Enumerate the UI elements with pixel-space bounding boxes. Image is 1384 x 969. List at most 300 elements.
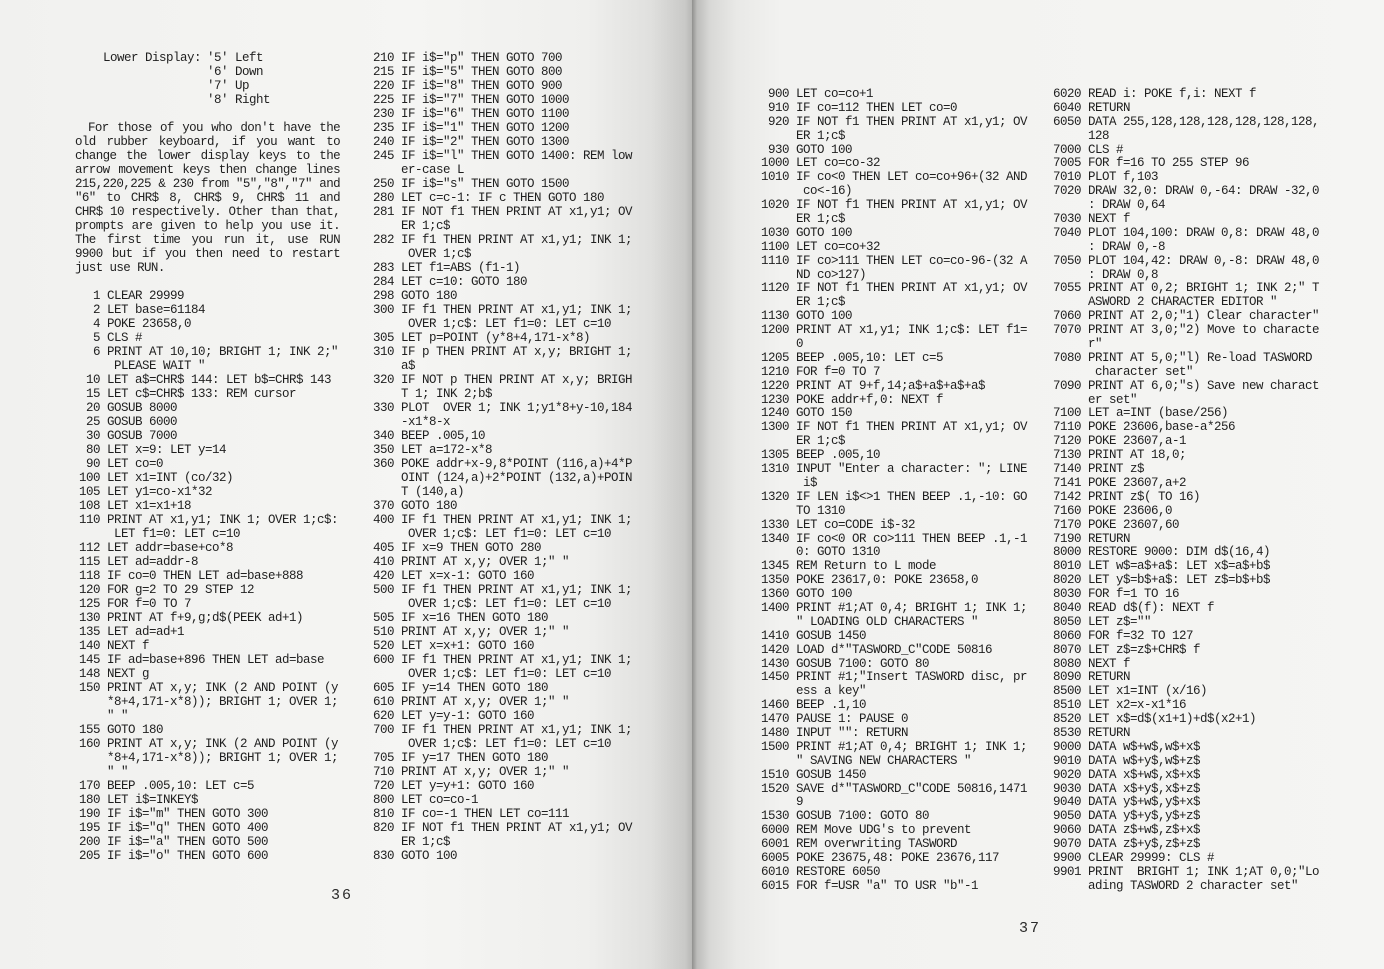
line-code: " " (107, 709, 129, 723)
line-code: REM overwriting TASWORD (796, 837, 958, 852)
listing-line (1053, 449, 1319, 463)
line-code: INPUT "Enter a character: "; LINE (796, 462, 1028, 477)
line-number: 298 (373, 289, 395, 303)
line-number: 235 (373, 121, 395, 135)
listing-line (79, 569, 338, 583)
listing-line (761, 880, 1027, 894)
key-right: '8' Right (207, 93, 271, 107)
line-number: 9050 (1053, 809, 1082, 824)
line-number: 1450 (761, 670, 790, 685)
listing-line (79, 737, 338, 751)
listing-line (1053, 838, 1319, 852)
listing-line (1053, 88, 1319, 102)
listing-line (761, 783, 1027, 797)
line-code: READ d$(f): NEXT f (1088, 600, 1215, 615)
listing-line (373, 373, 632, 387)
line-number: 108 (79, 499, 101, 513)
listing-line (373, 765, 632, 779)
listing-line (1053, 866, 1319, 880)
line-number: 8520 (1053, 712, 1082, 727)
line-number: 284 (373, 275, 395, 289)
line-number: 1110 (761, 253, 790, 268)
line-number: 1230 (761, 392, 790, 407)
line-number: 930 (767, 142, 789, 157)
line-code: PRINT z$( TO 16) (1088, 489, 1201, 504)
line-number: 230 (373, 107, 395, 121)
line-number: 9900 (1053, 850, 1082, 865)
line-number: 170 (79, 779, 101, 793)
line-code: DATA 255,128,128,128,128,128,128, (1088, 114, 1320, 129)
line-code: POKE addr+f,0: NEXT f (796, 392, 944, 407)
line-code: IF NOT f1 THEN PRINT AT x1,y1; OV (796, 114, 1028, 129)
listing-line (761, 255, 1027, 269)
listing-continuation-line (761, 213, 1027, 227)
listing-line (1053, 380, 1319, 394)
line-code: DATA y$+y$,y$+z$ (1088, 809, 1201, 824)
line-code: PLOT f,103 (1088, 170, 1159, 185)
line-code: IF co<0 OR co>111 THEN BEEP .1,-1 (796, 531, 1028, 546)
listing-continuation-line (761, 616, 1027, 630)
listing-line (373, 499, 632, 513)
listing-line (373, 457, 632, 471)
line-code: PRINT AT x,y; OVER 1;" " (401, 765, 570, 779)
line-code: " " (107, 765, 129, 779)
line-number: 340 (373, 429, 395, 443)
line-code: IF NOT f1 THEN PRINT AT x1,y1; OV (796, 198, 1028, 213)
listing-line (1053, 102, 1319, 116)
listing-line (1053, 116, 1319, 130)
line-code: IF NOT f1 THEN PRINT AT x1,y1; OV (796, 420, 1028, 435)
line-number: 6040 (1053, 100, 1082, 115)
listing-line (79, 485, 338, 499)
line-number: 1205 (761, 350, 790, 365)
line-number: 9060 (1053, 823, 1082, 838)
key-down: '6' Down (207, 65, 264, 79)
listing-line (79, 835, 338, 849)
listing-line (373, 429, 632, 443)
listing-line (79, 583, 338, 597)
line-number: 620 (373, 709, 395, 723)
listing-line (761, 630, 1027, 644)
line-code: OVER 1;c$: LET f1=0: LET c=10 (401, 317, 612, 331)
line-number: 1310 (761, 462, 790, 477)
listing-line (373, 79, 632, 93)
listing-line (761, 671, 1027, 685)
listing-continuation-line (79, 527, 338, 541)
listing-continuation-line (373, 247, 632, 261)
line-number: 115 (79, 555, 101, 569)
line-number: 1510 (761, 767, 790, 782)
line-code: T (140,a) (401, 485, 465, 499)
listing-continuation-line (79, 359, 338, 373)
line-number: 9000 (1053, 739, 1082, 754)
line-code: CLS # (107, 331, 143, 345)
listing-line (79, 415, 338, 429)
line-code: ess a key" (796, 684, 867, 699)
listing-continuation-line (1053, 296, 1319, 310)
line-number: 1240 (761, 406, 790, 421)
listing-line (373, 65, 632, 79)
listing-column-right-page-1 (761, 88, 1027, 894)
line-code: POKE addr+x-9,8*POINT (116,a)+4*P (401, 457, 633, 471)
line-number: 2 (92, 303, 100, 317)
listing-line (1053, 505, 1319, 519)
line-number: 7055 (1053, 281, 1082, 296)
line-number: 700 (373, 723, 395, 737)
line-number: 1410 (761, 628, 790, 643)
listing-line (1053, 658, 1319, 672)
line-code: ading TASWORD 2 character set" (1088, 878, 1299, 893)
line-code: er set" (1088, 392, 1138, 407)
line-code: PRINT #1;AT 0,4; BRIGHT 1; INK 1; (796, 739, 1028, 754)
listing-line (1053, 546, 1319, 560)
line-code: LET co=CODE i$-32 (796, 517, 916, 532)
line-code: OVER 1;c$ (401, 247, 472, 261)
line-number: 1400 (761, 600, 790, 615)
line-code: PRINT BRIGHT 1; INK 1;AT 0,0;"Lo (1088, 864, 1320, 879)
line-number: 145 (79, 653, 101, 667)
line-number: 283 (373, 261, 395, 275)
line-code: GOSUB 6000 (107, 415, 178, 429)
line-code: BEEP .005,10: LET c=5 (796, 350, 944, 365)
line-code: DRAW 32,0: DRAW 0,-64: DRAW -32,0 (1088, 184, 1320, 199)
listing-line (761, 88, 1027, 102)
listing-line (1053, 796, 1319, 810)
line-code: GOTO 180 (401, 499, 458, 513)
listing-continuation-line (79, 709, 338, 723)
line-code: LET f1=0: LET c=10 (107, 527, 241, 541)
line-code: IF i$="5" THEN GOTO 800 (401, 65, 563, 79)
line-number: 810 (373, 807, 395, 821)
listing-line (373, 289, 632, 303)
line-code: LET x2=x-x1*16 (1088, 698, 1187, 713)
line-code: LET base=61184 (107, 303, 206, 317)
line-number: 6000 (761, 823, 790, 838)
listing-line (1053, 783, 1319, 797)
line-code: CLEAR 29999: CLS # (1088, 850, 1215, 865)
line-code: IF co<0 THEN LET co=co+96+(32 AND (796, 170, 1028, 185)
line-number: 820 (373, 821, 395, 835)
line-number: 8080 (1053, 656, 1082, 671)
listing-line (1053, 699, 1319, 713)
listing-line (761, 588, 1027, 602)
line-code: INPUT "": RETURN (796, 725, 909, 740)
listing-line (761, 519, 1027, 533)
line-code: LET x$=d$(x1+1)+d$(x2+1) (1088, 712, 1257, 727)
line-code: POKE 23675,48: POKE 23676,117 (796, 850, 1000, 865)
listing-continuation-line (1053, 338, 1319, 352)
listing-line (79, 793, 338, 807)
line-code: LET co=co+1 (796, 87, 874, 101)
line-number: 910 (767, 100, 789, 115)
listing-continuation-line (373, 219, 632, 233)
line-number: 4 (92, 317, 100, 331)
line-number: 8060 (1053, 628, 1082, 643)
line-number: 7005 (1053, 156, 1082, 171)
listing-line (79, 653, 338, 667)
line-number: 505 (373, 611, 395, 625)
listing-line (761, 394, 1027, 408)
listing-line (1053, 421, 1319, 435)
listing-line (1053, 824, 1319, 838)
listing-line (1053, 324, 1319, 338)
line-number: 9030 (1053, 781, 1082, 796)
line-number: 180 (79, 793, 101, 807)
line-code: DATA y$+w$,y$+x$ (1088, 795, 1201, 810)
listing-continuation-line (761, 546, 1027, 560)
line-code: LET i$=INKEY$ (107, 793, 199, 807)
line-code: IF x=9 THEN GOTO 280 (401, 541, 542, 555)
line-code: GOTO 180 (107, 723, 164, 737)
line-code: GOTO 150 (796, 406, 853, 421)
listing-line (79, 513, 338, 527)
listing-line (79, 821, 338, 835)
listing-line (373, 275, 632, 289)
line-number: 9901 (1053, 864, 1082, 879)
line-number: 100 (79, 471, 101, 485)
line-code: NEXT g (107, 667, 150, 681)
listing-line (79, 457, 338, 471)
listing-line (373, 331, 632, 345)
listing-line (79, 471, 338, 485)
listing-continuation-line (373, 415, 632, 429)
paragraph-line: change the lower display keys to the (75, 149, 340, 163)
line-number: 7190 (1053, 531, 1082, 546)
line-number: 7060 (1053, 309, 1082, 324)
line-code: LET a=172-x*8 (401, 443, 493, 457)
line-number: 7030 (1053, 212, 1082, 227)
line-number: 7140 (1053, 462, 1082, 477)
line-number: 400 (373, 513, 395, 527)
line-number: 280 (373, 191, 395, 205)
listing-line (373, 261, 632, 275)
listing-line (79, 667, 338, 681)
listing-continuation-line (1053, 880, 1319, 894)
line-code: GOTO 100 (796, 587, 853, 602)
line-number: 830 (373, 849, 395, 863)
line-code: IF f1 THEN PRINT AT x1,y1; INK 1; (401, 723, 633, 737)
line-code: r" (1088, 337, 1103, 352)
listing-line (373, 345, 632, 359)
line-number: 7170 (1053, 517, 1082, 532)
line-code: FOR f=0 TO 7 (107, 597, 192, 611)
line-number: 7070 (1053, 323, 1082, 338)
listing-line (761, 157, 1027, 171)
line-code: LET y$=b$+a$: LET z$=b$+b$ (1088, 573, 1271, 588)
line-number: 8040 (1053, 600, 1082, 615)
instructions-paragraph (75, 121, 340, 275)
listing-line (1053, 741, 1319, 755)
listing-continuation-line (79, 695, 338, 709)
listing-continuation-line (373, 835, 632, 849)
listing-continuation-line (761, 435, 1027, 449)
listing-continuation-line (761, 505, 1027, 519)
listing-line (761, 310, 1027, 324)
line-code: GOSUB 7000 (107, 429, 178, 443)
listing-line (79, 429, 338, 443)
listing-line (373, 233, 632, 247)
line-number: 1210 (761, 364, 790, 379)
listing-line (79, 303, 338, 317)
listing-continuation-line (1053, 130, 1319, 144)
line-code: OINT (124,a)+2*POINT (132,a)+POIN (401, 471, 633, 485)
line-code: PLOT 104,42: DRAW 0,-8: DRAW 48,0 (1088, 253, 1320, 268)
listing-line (373, 443, 632, 457)
line-code: SAVE d*"TASWORD_C"CODE 50816,1471 (796, 781, 1028, 796)
line-code: IF co=0 THEN LET ad=base+888 (107, 569, 304, 583)
line-code: PRINT AT 3,0;"2) Move to characte (1088, 323, 1320, 338)
line-code: co<-16) (796, 184, 853, 199)
line-code: RESTORE 9000: DIM d$(16,4) (1088, 545, 1271, 560)
line-code: GOTO 100 (796, 309, 853, 324)
listing-line (761, 421, 1027, 435)
listing-line (373, 107, 632, 121)
line-number: 720 (373, 779, 395, 793)
listing-line (761, 810, 1027, 824)
listing-line (761, 838, 1027, 852)
line-number: 1320 (761, 489, 790, 504)
line-code: RETURN (1088, 531, 1131, 546)
listing-continuation-line (373, 597, 632, 611)
line-code: OVER 1;c$: LET f1=0: LET c=10 (401, 737, 612, 751)
page-number-left: 36 (331, 887, 354, 904)
listing-continuation-line (761, 477, 1027, 491)
line-number: 8500 (1053, 684, 1082, 699)
line-code: ER 1;c$ (796, 128, 846, 143)
line-code: IF NOT f1 THEN PRINT AT x1,y1; OV (796, 281, 1028, 296)
line-code: IF NOT p THEN PRINT AT x,y; BRIGH (401, 373, 633, 387)
line-number: 282 (373, 233, 395, 247)
listing-line (373, 401, 632, 415)
line-number: 7050 (1053, 253, 1082, 268)
line-code: ASWORD 2 CHARACTER EDITOR " (1088, 295, 1278, 310)
line-code: RETURN (1088, 670, 1131, 685)
listing-line (373, 821, 632, 835)
line-code: i$ (796, 475, 818, 490)
line-number: 135 (79, 625, 101, 639)
line-number: 9040 (1053, 795, 1082, 810)
line-code: LET co=co-1 (401, 793, 479, 807)
line-number: 6020 (1053, 87, 1082, 101)
key-up: '7' Up (207, 79, 250, 93)
line-code: POKE 23606,0 (1088, 503, 1173, 518)
paragraph-line: 9900 but if you then need to restart (75, 247, 340, 261)
listing-line (761, 658, 1027, 672)
line-code: IF f1 THEN PRINT AT x1,y1; INK 1; (401, 653, 633, 667)
listing-line (373, 639, 632, 653)
line-code: *8+4,171-x*8)); BRIGHT 1; OVER 1; (107, 695, 339, 709)
line-number: 210 (373, 51, 395, 65)
line-code: IF ad=base+896 THEN LET ad=base (107, 653, 325, 667)
listing-continuation-line (761, 796, 1027, 810)
line-number: 5 (92, 331, 100, 345)
listing-line (761, 727, 1027, 741)
line-number: 110 (79, 513, 101, 527)
listing-line (1053, 310, 1319, 324)
line-code: GOTO 180 (401, 289, 458, 303)
line-code: IF i$="2" THEN GOTO 1300 (401, 135, 570, 149)
listing-line (761, 380, 1027, 394)
line-number: 1500 (761, 739, 790, 754)
line-code: DATA w$+y$,w$+z$ (1088, 753, 1201, 768)
line-number: 8530 (1053, 725, 1082, 740)
listing-line (761, 199, 1027, 213)
line-number: 350 (373, 443, 395, 457)
line-code: FOR f=0 TO 7 (796, 364, 881, 379)
line-code: -x1*8-x (401, 415, 451, 429)
listing-line (373, 793, 632, 807)
line-number: 7040 (1053, 225, 1082, 240)
line-number: 10 (85, 373, 100, 387)
line-code: LET c=10: GOTO 180 (401, 275, 528, 289)
line-number: 1020 (761, 198, 790, 213)
line-number: 118 (79, 569, 101, 583)
line-number: 281 (373, 205, 395, 219)
line-code: ER 1;c$ (796, 434, 846, 449)
listing-line (761, 741, 1027, 755)
line-code: : DRAW 0,-8 (1088, 239, 1166, 254)
page-number-right: 37 (1019, 920, 1042, 937)
line-number: 1100 (761, 239, 790, 254)
line-number: 6001 (761, 837, 790, 852)
listing-line (373, 177, 632, 191)
line-code: LET x1=INT (co/32) (107, 471, 234, 485)
listing-line (79, 499, 338, 513)
line-number: 9010 (1053, 753, 1082, 768)
paragraph-line: prompts are given to help you use it. (75, 219, 340, 233)
line-code: RETURN (1088, 100, 1131, 115)
listing-column-left-page-1 (79, 289, 338, 863)
listing-line (761, 574, 1027, 588)
listing-line (373, 541, 632, 555)
line-code: FOR f=1 TO 16 (1088, 587, 1180, 602)
paragraph-line: 215,220,225 & 230 from "5","8","7" and (75, 177, 340, 191)
listing-line (79, 387, 338, 401)
listing-column-right-page-2 (1053, 88, 1319, 894)
line-number: 320 (373, 373, 395, 387)
line-number: 140 (79, 639, 101, 653)
line-code: IF i$="6" THEN GOTO 1100 (401, 107, 570, 121)
listing-line (761, 324, 1027, 338)
line-number: 8050 (1053, 614, 1082, 629)
line-code: LET w$=a$+a$: LET x$=a$+b$ (1088, 559, 1271, 574)
listing-continuation-line (373, 163, 632, 177)
line-code: LET p=POINT (y*8+4,171-x*8) (401, 331, 591, 345)
listing-line (79, 849, 338, 863)
listing-line (1053, 685, 1319, 699)
line-code: FOR f=32 TO 127 (1088, 628, 1194, 643)
line-code: PRINT AT x,y; INK (2 AND POINT (y (107, 737, 339, 751)
line-number: 405 (373, 541, 395, 555)
listing-continuation-line (373, 359, 632, 373)
listing-line (1053, 588, 1319, 602)
line-code: IF y=17 THEN GOTO 180 (401, 751, 549, 765)
line-number: 7120 (1053, 434, 1082, 449)
listing-line (373, 93, 632, 107)
line-number: 200 (79, 835, 101, 849)
line-code: PRINT AT 9+f,14;a$+a$+a$+a$ (796, 378, 986, 393)
line-number: 1010 (761, 170, 790, 185)
line-number: 1350 (761, 573, 790, 588)
listing-line (761, 282, 1027, 296)
line-number: 6010 (761, 864, 790, 879)
line-code: LET x=9: LET y=14 (107, 443, 227, 457)
line-code: IF i$="8" THEN GOTO 900 (401, 79, 563, 93)
line-number: 610 (373, 695, 395, 709)
line-code: PRINT AT 5,0;"l) Re-load TASWORD (1088, 350, 1313, 365)
line-code: 0: GOTO 1310 (796, 545, 881, 560)
line-number: 1360 (761, 587, 790, 602)
